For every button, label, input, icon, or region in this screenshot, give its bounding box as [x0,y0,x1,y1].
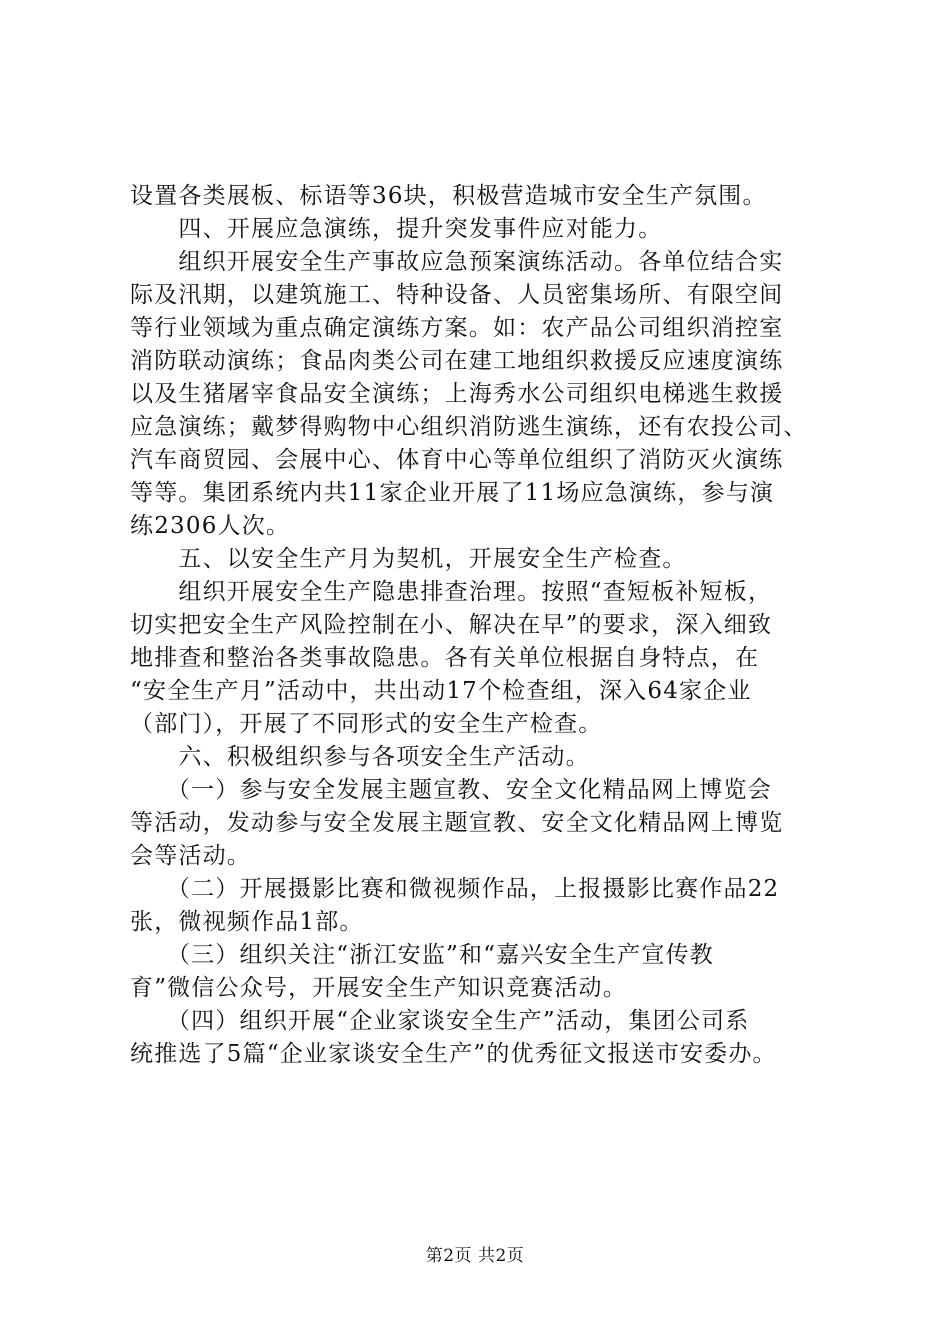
text-line: “安全生产月”活动中，共出动17个检查组，深入64家企业 [130,678,752,704]
text-line: 组织开展安全生产事故应急预案演练活动。各单位结合实 [130,249,784,275]
text-line: （三）组织关注“浙江安监”和“嘉兴安全生产宣传教 [130,942,714,968]
text-line: 消防联动演练；食品肉类公司在建工地组织救援反应速度演练 [130,348,784,374]
text-line: 地排查和整治各类事故隐患。各有关单位根据自身特点，在 [130,645,760,671]
section-heading: 四、开展应急演练，提升突发事件应对能力。 [130,216,663,242]
text-line: 等等。集团系统内共11家企业开展了11场应急演练，参与演 [130,480,775,506]
text-line: 会等活动。 [130,843,251,869]
section-heading: 六、积极组织参与各项安全生产活动。 [130,744,590,770]
text-line: 育”微信公众号，开展安全生产知识竞赛活动。 [130,975,627,1001]
text-line: 汽车商贸园、会展中心、体育中心等单位组织了消防灭火演练 [130,447,784,473]
text-line: 切实把安全生产风险控制在小、解决在早”的要求，深入细致 [130,612,773,638]
text-line: 组织开展安全生产隐患排查治理。按照“查短板补短板， [130,579,773,605]
text-line: 应急演练；戴梦得购物中心组织消防逃生演练，还有农投公司、 [130,414,808,440]
text-line: 统推选了5篇“企业家谈安全生产”的优秀征文报送市安委办。 [130,1041,777,1067]
text-line: 张，微视频作品1部。 [130,909,364,935]
text-line: 以及生猪屠宰食品安全演练；上海秀水公司组织电梯逃生救援 [130,381,784,407]
text-line: （一）参与安全发展主题宣教、安全文化精品网上博览会 [130,777,772,803]
text-line: （四）组织开展“企业家谈安全生产”活动，集团公司系 [130,1008,750,1034]
text-line: 际及汛期，以建筑施工、特种设备、人员密集场所、有限空间 [130,282,784,308]
text-line: 练2306人次。 [130,513,291,539]
section-heading: 五、以安全生产月为契机，开展安全生产检查。 [130,546,687,572]
text-line: 设置各类展板、标语等36块，积极营造城市安全生产氛围。 [130,183,767,209]
text-line: （部门），开展了不同形式的安全生产检查。 [130,711,603,737]
text-line: （二）开展摄影比赛和微视频作品，上报摄影比赛作品22 [130,876,780,902]
text-line: 等行业领域为重点确定演练方案。如：农产品公司组织消控室 [130,315,784,341]
text-line: 等活动，发动参与安全发展主题宣教、安全文化精品网上博览 [130,810,784,836]
page-number-footer: 第2页 共2页 [425,1246,525,1266]
